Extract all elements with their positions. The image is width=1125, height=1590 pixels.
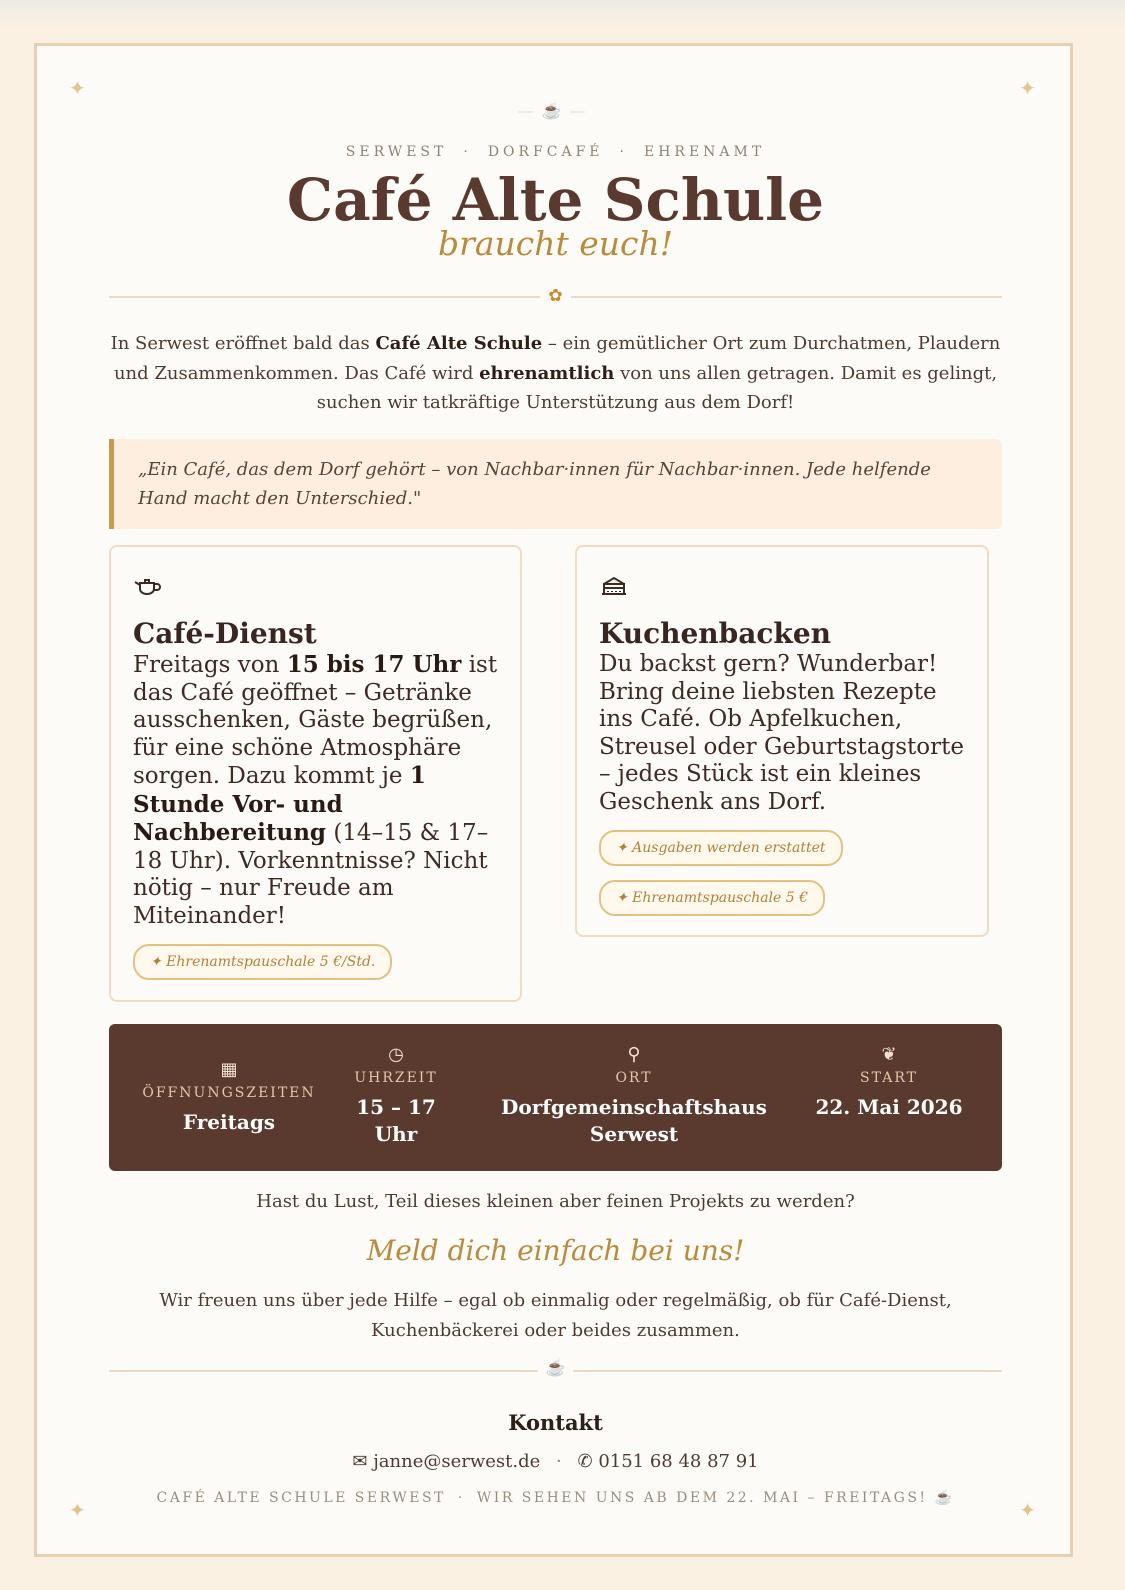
intro-cafe-name: Café Alte Schule xyxy=(375,333,543,354)
intro-part: In Serwest eröffnet bald das xyxy=(110,333,376,354)
coffee-cup-icon: ☕ xyxy=(538,1358,574,1377)
intro-text xyxy=(109,329,1002,418)
contact-heading: Kontakt xyxy=(508,1410,603,1435)
thanks-text: Wir freuen uns über jede Hilfe – egal ob einmalig oder regelmäßig, ob für Café-Dienst, Kuchenbäckerei oder beides zusammen. xyxy=(159,1290,952,1341)
card-text-prep: 1 Stunde Vor- und Nachbereitung xyxy=(133,762,426,846)
contact-email[interactable]: janne@serwest.de xyxy=(373,1451,541,1472)
sprout-icon: ❦ xyxy=(881,1044,897,1065)
info-value: 22. Mai 2026 xyxy=(815,1095,963,1119)
card-text: Du backst gern? Wunderbar! Bring deine liebsten Rezepte ins Café. Ob Apfelkuchen, Streusel oder Geburtstagstorte – jedes Stück ist ein kleines Geschenk ans Dorf. xyxy=(599,651,964,815)
page-subtitle: braucht euch! xyxy=(437,224,674,263)
badge-pauschale: ✦ Ehrenamtspauschale 5 €/Std. xyxy=(133,944,392,980)
info-label: ÖFFNUNGSZEITEN xyxy=(142,1085,316,1101)
contact-separator: · xyxy=(556,1451,562,1472)
info-oeffnungszeiten xyxy=(129,1059,329,1136)
cake-icon xyxy=(599,573,965,611)
footer-left: CAFÉ ALTE SCHULE SERWEST xyxy=(156,1490,446,1506)
clock-icon: ◷ xyxy=(388,1044,404,1065)
sparkle-icon: ✦ xyxy=(69,76,86,100)
question-text: Hast du Lust, Teil dieses kleinen aber feinen Projekts zu werden? xyxy=(256,1191,855,1212)
card-kuchenbacken xyxy=(575,545,989,937)
card-text-part: Freitags von xyxy=(133,652,287,678)
badge-pauschale: ✦ Ehrenamtspauschale 5 € xyxy=(599,880,825,916)
sparkle-icon: ✦ xyxy=(69,1498,86,1522)
card-text-hours: 15 bis 17 Uhr xyxy=(286,651,462,678)
card-title: Café-Dienst xyxy=(133,617,317,650)
card-title: Kuchenbacken xyxy=(599,617,831,650)
divider-ornament xyxy=(109,286,1002,306)
intro-ehrenamtlich: ehrenamtlich xyxy=(479,362,615,384)
footer xyxy=(109,1490,1002,1506)
card-text-part: (14–15 & 17–18 Uhr). Vorkenntnisse? Nicht nötig – nur Freude am Miteinander! xyxy=(133,820,489,929)
kicker-role: EHRENAMT xyxy=(643,144,766,160)
card-text xyxy=(133,651,498,930)
teapot-icon xyxy=(133,573,498,611)
footer-right: WIR SEHEN UNS AB DEM 22. MAI – FREITAGS! ☕ xyxy=(476,1490,955,1506)
kicker-place: SERWEST xyxy=(345,144,448,160)
info-label: START xyxy=(860,1070,918,1086)
info-start xyxy=(809,1044,969,1121)
page-title: Café Alte Schule xyxy=(286,166,825,234)
info-uhrzeit xyxy=(341,1044,451,1148)
coffee-ornament-icon: —☕— xyxy=(517,101,594,120)
phone-icon: ✆ xyxy=(577,1451,593,1472)
kicker-separator: · xyxy=(463,144,472,160)
kicker-separator: · xyxy=(619,144,628,160)
kicker xyxy=(109,144,1002,160)
badge-erstattet: ✦ Ausgaben werden erstattet xyxy=(599,830,843,866)
kicker-type: DORFCAFÉ xyxy=(487,144,604,160)
quote-block: „Ein Café, das dem Dorf gehört – von Nachbar·innen für Nachbar·innen. Jede helfende Hand macht den Unterschied." xyxy=(109,439,1002,529)
info-ort xyxy=(479,1044,789,1148)
sparkle-icon: ✦ xyxy=(1019,76,1036,100)
info-label: ORT xyxy=(615,1070,653,1086)
intro-part: – ein gemütlicher Ort zum Durchatmen, Plaudern und Zusammenkommen. Das Café wird xyxy=(113,333,1001,384)
call-to-action: Meld dich einfach bei uns! xyxy=(366,1234,745,1267)
contact-phone[interactable]: 0151 68 48 87 91 xyxy=(598,1451,759,1472)
info-value: 15 – 17 Uhr xyxy=(356,1095,436,1146)
flyer-page xyxy=(34,43,1073,1557)
info-bar xyxy=(109,1024,1002,1171)
calendar-icon: ▦ xyxy=(220,1059,238,1080)
card-cafe-dienst xyxy=(109,545,522,1002)
intro-part: von uns allen getragen. Damit es gelingt, suchen wir tatkräftige Unterstützung aus dem Dorf! xyxy=(316,362,998,413)
card-text-part: ist das Café geöffnet – Getränke ausschenken, Gäste begrüßen, für eine schöne Atmosphäre sorgen. Dazu kommt je xyxy=(133,652,498,789)
contact-line xyxy=(109,1451,1002,1472)
divider-ornament xyxy=(109,1358,1002,1377)
info-label: UHRZEIT xyxy=(354,1070,438,1086)
info-value: Dorfgemeinschaftshaus Serwest xyxy=(501,1095,767,1146)
sparkle-icon: ✦ xyxy=(1019,1498,1036,1522)
footer-separator: · xyxy=(457,1490,465,1506)
flower-icon: ✿ xyxy=(540,286,570,306)
envelope-icon: ✉ xyxy=(352,1451,368,1472)
top-shadow xyxy=(0,0,1125,28)
info-value: Freitags xyxy=(182,1110,276,1134)
location-pin-icon: ⚲ xyxy=(627,1044,641,1065)
